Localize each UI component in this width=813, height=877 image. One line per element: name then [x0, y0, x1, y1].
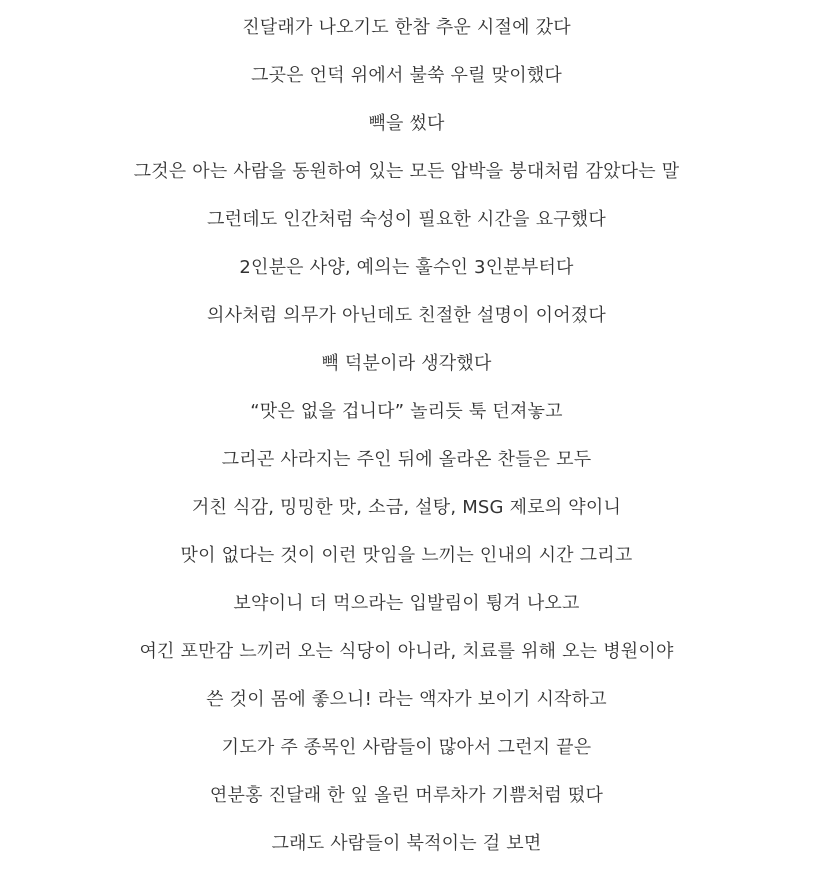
poem-line: 그것은 아는 사람을 동원하여 있는 모든 압박을 붕대처럼 감았다는 말	[133, 161, 680, 182]
poem-line: 빽 덕분이라 생각했다	[321, 353, 492, 374]
poem-line: 그리곤 사라지는 주인 뒤에 올라온 찬들은 모두	[221, 449, 592, 470]
poem-line: 맛이 없다는 것이 이런 맛임을 느끼는 인내의 시간 그리고	[180, 545, 633, 566]
poem-line: 그래도 사람들이 북적이는 걸 보면	[271, 833, 542, 854]
poem-line: 보약이니 더 먹으라는 입발림이 튕겨 나오고	[233, 593, 580, 614]
poem-line: 여긴 포만감 느끼러 오는 식당이 아니라, 치료를 위해 오는 병원이야	[139, 641, 674, 662]
poem-line: 기도가 주 종목인 사람들이 많아서 그런지 끝은	[221, 737, 592, 758]
poem-line: 거친 식감, 밍밍한 맛, 소금, 설탕, MSG 제로의 약이니	[191, 497, 622, 518]
poem-line: “맛은 없을 겁니다” 놀리듯 툭 던져놓고	[250, 401, 563, 422]
poem-line: 그런데도 인간처럼 숙성이 필요한 시간을 요구했다	[207, 209, 606, 230]
poem-line: 빽을 썼다	[368, 113, 445, 134]
poem-line: 의사처럼 의무가 아닌데도 친절한 설명이 이어졌다	[207, 305, 606, 326]
poem-line: 진달래가 나오기도 한참 추운 시절에 갔다	[242, 17, 571, 38]
poem-line: 그곳은 언덕 위에서 불쑥 우릴 맞이했다	[250, 65, 562, 86]
poem-line: 쓴 것이 몸에 좋으니! 라는 액자가 보이기 시작하고	[206, 689, 607, 710]
poem-line: 2인분은 사양, 예의는 훌수인 3인분부터다	[239, 257, 574, 278]
poem-text	[0, 12, 813, 876]
poem-line: 연분홍 진달래 한 잎 올린 머루차가 기쁨처럼 떴다	[209, 785, 604, 806]
